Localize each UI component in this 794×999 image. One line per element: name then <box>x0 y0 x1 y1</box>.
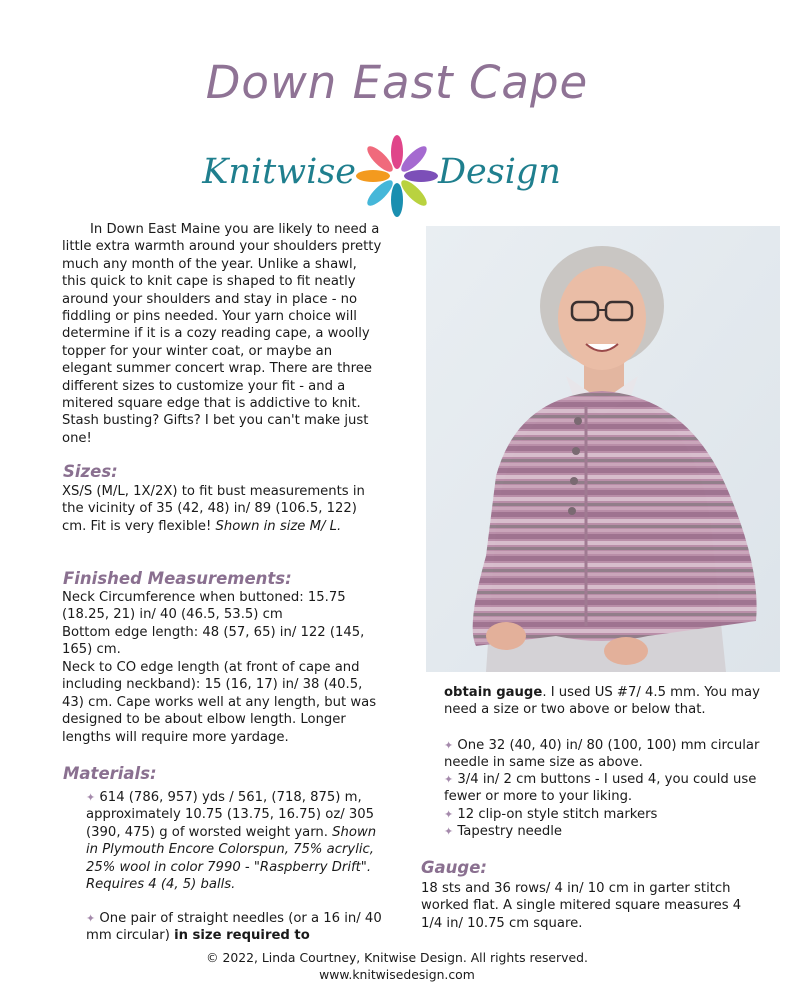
page-title: Down East Cape <box>205 56 589 109</box>
intro-paragraph: In Down East Maine you are likely to need a little extra warmth around your shoulders pretty much any month of the year. Unlike a shawl, this quick to knit cape is shaped to fit neatly around your shoulders and stay in place - no fiddling or pins needed. Your yarn choice will determine if it is a cozy reading cape, a woolly topper for your winter coat, or maybe an elegant summer concert wrap. There are three different sizes to customize your fit - and a mitered square edge that is addictive to knit. Stash busting? Gifts? I bet you can't make just one! <box>62 222 382 446</box>
bullet-icon: ✦ <box>444 773 454 786</box>
bullet-icon: ✦ <box>86 791 96 804</box>
flower-logo-icon <box>355 134 439 218</box>
materials-item-yarn: ✦ 614 (786, 957) yds / 561, (718, 875) m, approximately 10.75 (13.75, 16.75) oz/ 305 (390, 475) g of worsted weight yarn. Shown in Plymouth Encore Colorspun, 75% acrylic, 25% wool in color 7990 - "Raspberry Drift". Requires 4 (4, 5) balls. <box>86 790 377 893</box>
materials-item-buttons: ✦ 3/4 in/ 2 cm buttons - I used 4, you could use fewer or more to your liking. <box>444 772 757 805</box>
footer-copyright: © 2022, Linda Courtney, Knitwise Design. All rights reserved. <box>206 950 588 965</box>
bullet-icon: ✦ <box>444 825 454 838</box>
finished-measurements-heading: Finished Measurements: <box>63 569 292 588</box>
sizes-shown: Shown in size M/ L. <box>215 518 342 534</box>
materials-item-markers: ✦ 12 clip-on style stitch markers <box>444 807 658 822</box>
bullet-icon: ✦ <box>444 808 454 821</box>
bullet-icon: ✦ <box>444 739 454 752</box>
materials-item-needles: ✦ One pair of straight needles (or a 16 in/ 40 mm circular) in size required to <box>86 911 382 944</box>
gauge-text: 18 sts and 36 rows/ 4 in/ 10 cm in garter stitch worked flat. A single mitered square measures 4 1/4 in/ 10.75 cm square. <box>421 881 742 931</box>
footer-url[interactable]: www.knitwisedesign.com <box>319 967 475 982</box>
gauge-heading: Gauge: <box>421 858 488 877</box>
model-photo <box>426 226 780 672</box>
bullet-icon: ✦ <box>86 912 96 925</box>
finished-line-length: Neck to CO edge length (at front of cape and including neckband): 15 (16, 17) in/ 38 (40.5, 43) cm. Cape works well at any length, but was designed to be about elbow length. Longer lengths will require more yardage. <box>62 660 377 745</box>
sizes-heading: Sizes: <box>63 462 118 481</box>
finished-line-bottom: Bottom edge length: 48 (57, 65) in/ 122 (145, 165) cm. <box>62 625 365 658</box>
sizes-text: XS/S (M/L, 1X/2X) to fit bust measurements in the vicinity of 35 (42, 48) in/ 89 (106.5, 122) cm. Fit is very flexible! Shown in size M/ L. <box>62 484 365 534</box>
finished-line-neck: Neck Circumference when buttoned: 15.75 (18.25, 21) in/ 40 (46.5, 53.5) cm <box>62 590 346 623</box>
materials-item-needles-cont: obtain gauge. I used US #7/ 4.5 mm. You may need a size or two above or below that. <box>444 685 760 718</box>
logo-word-design: Design <box>438 152 561 192</box>
logo-word-knitwise: Knitwise <box>202 152 356 192</box>
brand-logo <box>0 134 794 220</box>
model-wearing-cape-image <box>426 226 780 672</box>
materials-item-tapestry: ✦ Tapestry needle <box>444 824 563 839</box>
materials-item-circular: ✦ One 32 (40, 40) in/ 80 (100, 100) mm circular needle in same size as above. <box>444 738 760 771</box>
materials-heading: Materials: <box>63 764 157 783</box>
